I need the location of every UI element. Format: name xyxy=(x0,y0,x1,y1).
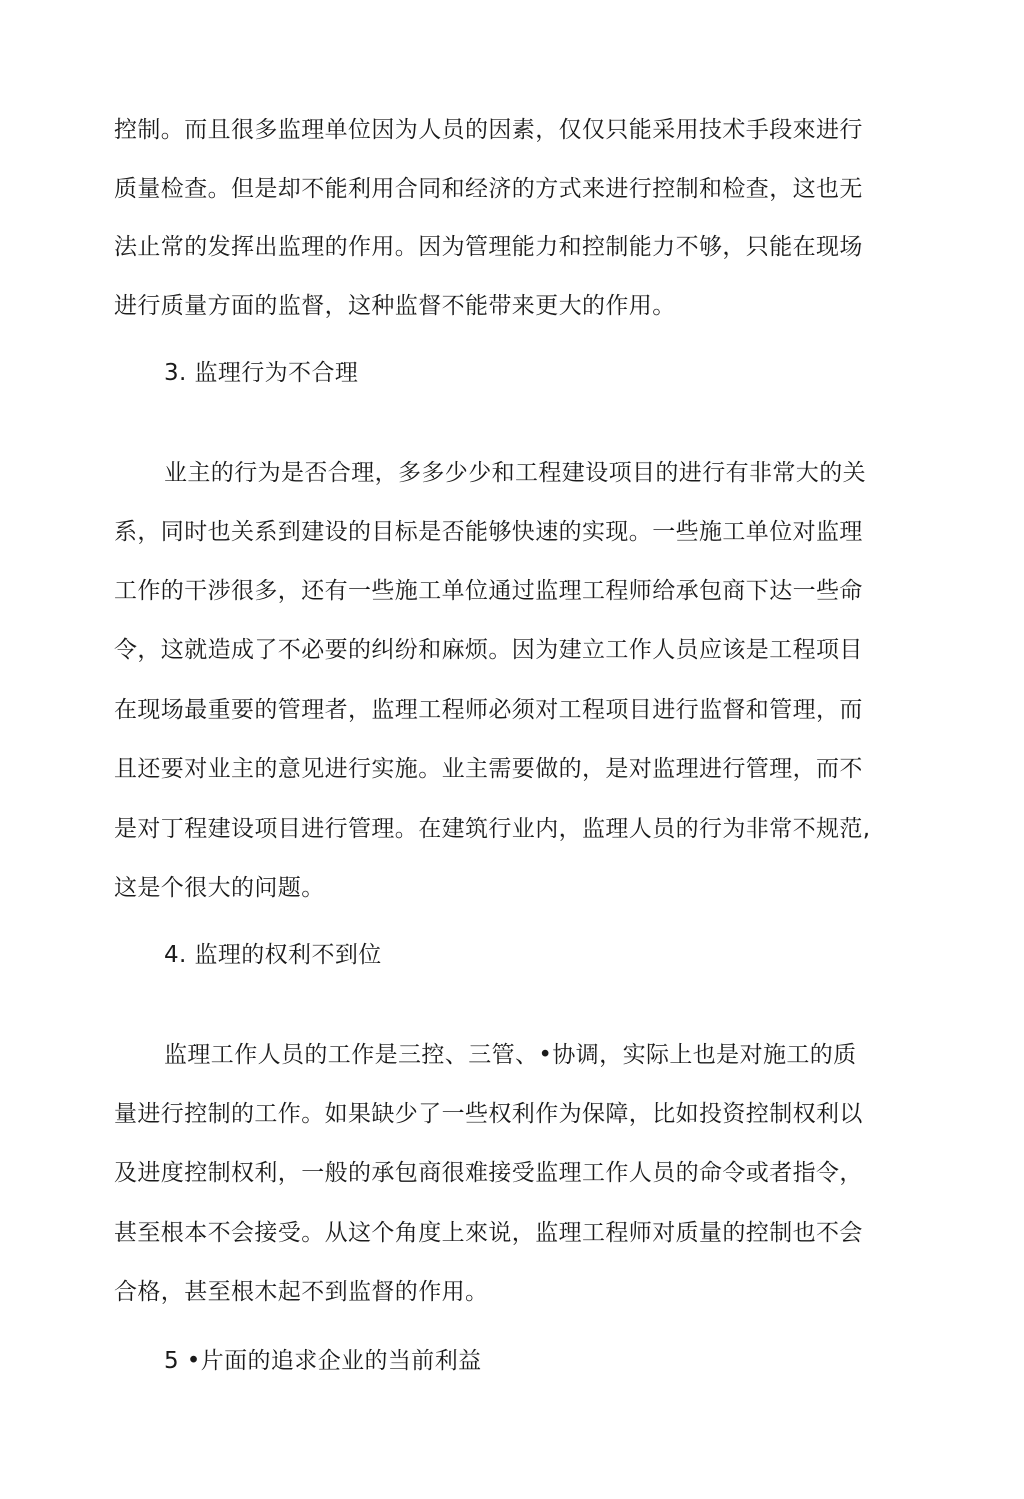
section-heading-4: 4. 监理的权利不到位 xyxy=(164,942,382,968)
paragraph-1-line-2: 质量检查。但是却不能利用合同和经济的方式来进行控制和检查，这也无 xyxy=(114,176,863,202)
paragraph-2-line-7: 是对丁程建设项目进行管理。在建筑行业内，监理人员的行为非常不规范, xyxy=(114,816,871,842)
paragraph-2-line-4: 令，这就造成了不必要的纠纷和麻烦。因为建立工作人员应该是工程项目 xyxy=(114,637,863,663)
paragraph-1-line-3: 法止常的发挥出监理的作用。因为管理能力和控制能力不够，只能在现场 xyxy=(114,234,863,260)
section-heading-5: 5 •片面的追求企业的当前利益 xyxy=(164,1348,482,1374)
paragraph-3-line-2: 量进行控制的工作。如果缺少了一些权利作为保障，比如投资控制权利以 xyxy=(114,1101,863,1127)
section-heading-3: 3. 监理行为不合理 xyxy=(164,360,359,386)
paragraph-1-line-4: 进行质量方面的监督，这种监督不能带来更大的作用。 xyxy=(114,293,676,319)
paragraph-2-line-8: 这是个很大的问题。 xyxy=(114,875,325,901)
paragraph-2-line-2: 系，同时也关系到建设的目标是否能够快速的实现。一些施工单位对监理 xyxy=(114,519,863,545)
paragraph-3-line-3: 及进度控制权利，一般的承包商很难接受监理工作人员的命令或者指令， xyxy=(114,1160,863,1186)
paragraph-2-line-3: 工作的干涉很多，还有一些施工单位通过监理工程师给承包商下达一些命 xyxy=(114,578,863,604)
paragraph-1-line-1: 控制。而且很多监理单位因为人员的因素，仅仅只能采用技术手段來进行 xyxy=(114,117,863,143)
paragraph-2-line-6: 且还要对业主的意见进行实施。业主需要做的，是对监理进行管理，而不 xyxy=(114,756,863,782)
paragraph-3-line-1: 监理工作人员的工作是三控、三管、•协调，实际上也是对施工的质 xyxy=(164,1042,857,1068)
paragraph-3-line-4: 甚至根本不会接受。从这个角度上來说，监理工程师对质量的控制也不会 xyxy=(114,1220,863,1246)
paragraph-2-line-5: 在现场最重要的管理者，监理工程师必须对工程项目进行监督和管理，而 xyxy=(114,697,863,723)
paragraph-3-line-5: 合格，甚至根木起不到监督的作用。 xyxy=(114,1279,489,1305)
paragraph-2-line-1: 业主的行为是否合理，多多少少和工程建设项目的进行有非常大的关 xyxy=(164,460,866,486)
